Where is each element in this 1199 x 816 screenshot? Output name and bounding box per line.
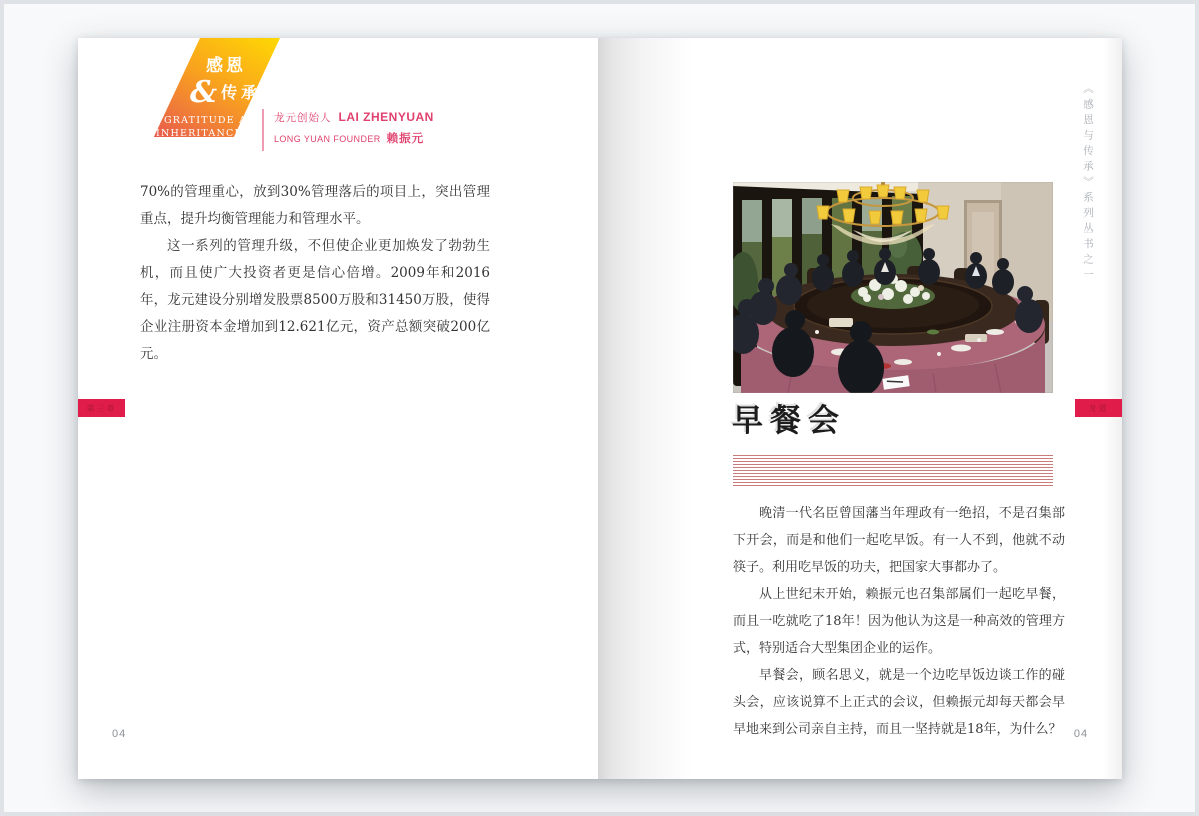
paragraph: 晚清一代名臣曾国藩当年理政有一绝招，不是召集部下开会，而是和他们一起吃早饭。有一人不到，他就不动筷子。利用吃早饭的功夫，把国家大事都办了。 <box>733 506 1065 575</box>
paragraph: 从上世纪末开始，赖振元也召集部属们一起吃早餐，而且一吃就吃了18年！因为他认为这是一种高效的管理方式，特别适合大型集团企业的运作。 <box>733 587 1065 656</box>
paragraph: 早餐会，顾名思义，就是一个边吃早饭边谈工作的碰头会，应该说算不上正式的会议，但赖振元却每天都会早早地来到公司亲自主持，而且一坚持就是18年，为什么？ <box>733 668 1065 737</box>
founder-name-cn: 赖振元 <box>386 133 425 145</box>
book-spread <box>78 38 1122 779</box>
founder-name-en: LAI ZHENYUAN <box>338 110 434 124</box>
logo-ampersand: & <box>190 75 218 110</box>
founder-caption <box>262 109 434 151</box>
page-number-left: 04 <box>112 728 127 740</box>
left-page-body <box>140 179 490 368</box>
founder-title-en: LONG YUAN FOUNDER <box>274 134 381 144</box>
series-side-caption: 《感恩与传承》系列丛书之一 <box>1082 83 1094 285</box>
logo-title-line1: 感恩 <box>206 56 246 76</box>
right-page <box>598 38 1122 779</box>
logo-title-line2-text: 传承 <box>221 83 262 102</box>
chapter-tab-left: 第三章 <box>78 399 125 417</box>
logo-subtitle-line2: INHERITANCE <box>156 127 243 139</box>
logo-subtitle-line1: GRATITUDE AND <box>164 115 266 126</box>
right-page-body <box>733 500 1065 743</box>
page-number-right: 04 <box>1073 728 1089 740</box>
section-title: 早餐会 <box>732 403 846 439</box>
chapter-tab-right: 龙道 <box>1075 399 1122 417</box>
decorative-rules <box>733 455 1053 488</box>
founder-title-cn: 龙元创始人 <box>274 112 332 124</box>
breakfast-meeting-photo <box>733 182 1053 393</box>
paragraph: 这一系列的管理升级，不但使企业更加焕发了勃勃生机，而且使广大投资者更是信心倍增。2009年和2016年，龙元建设分别增发股票8500万股和31450万股，使得企业注册资本金增加到12.621亿元，资产总额突破200亿元。 <box>140 238 490 362</box>
left-page <box>78 38 598 779</box>
logo-title-line2 <box>190 75 308 110</box>
paragraph: 70%的管理重心，放到30%管理落后的项目上，突出管理重点，提升均衡管理能力和管理水平。 <box>140 184 490 227</box>
